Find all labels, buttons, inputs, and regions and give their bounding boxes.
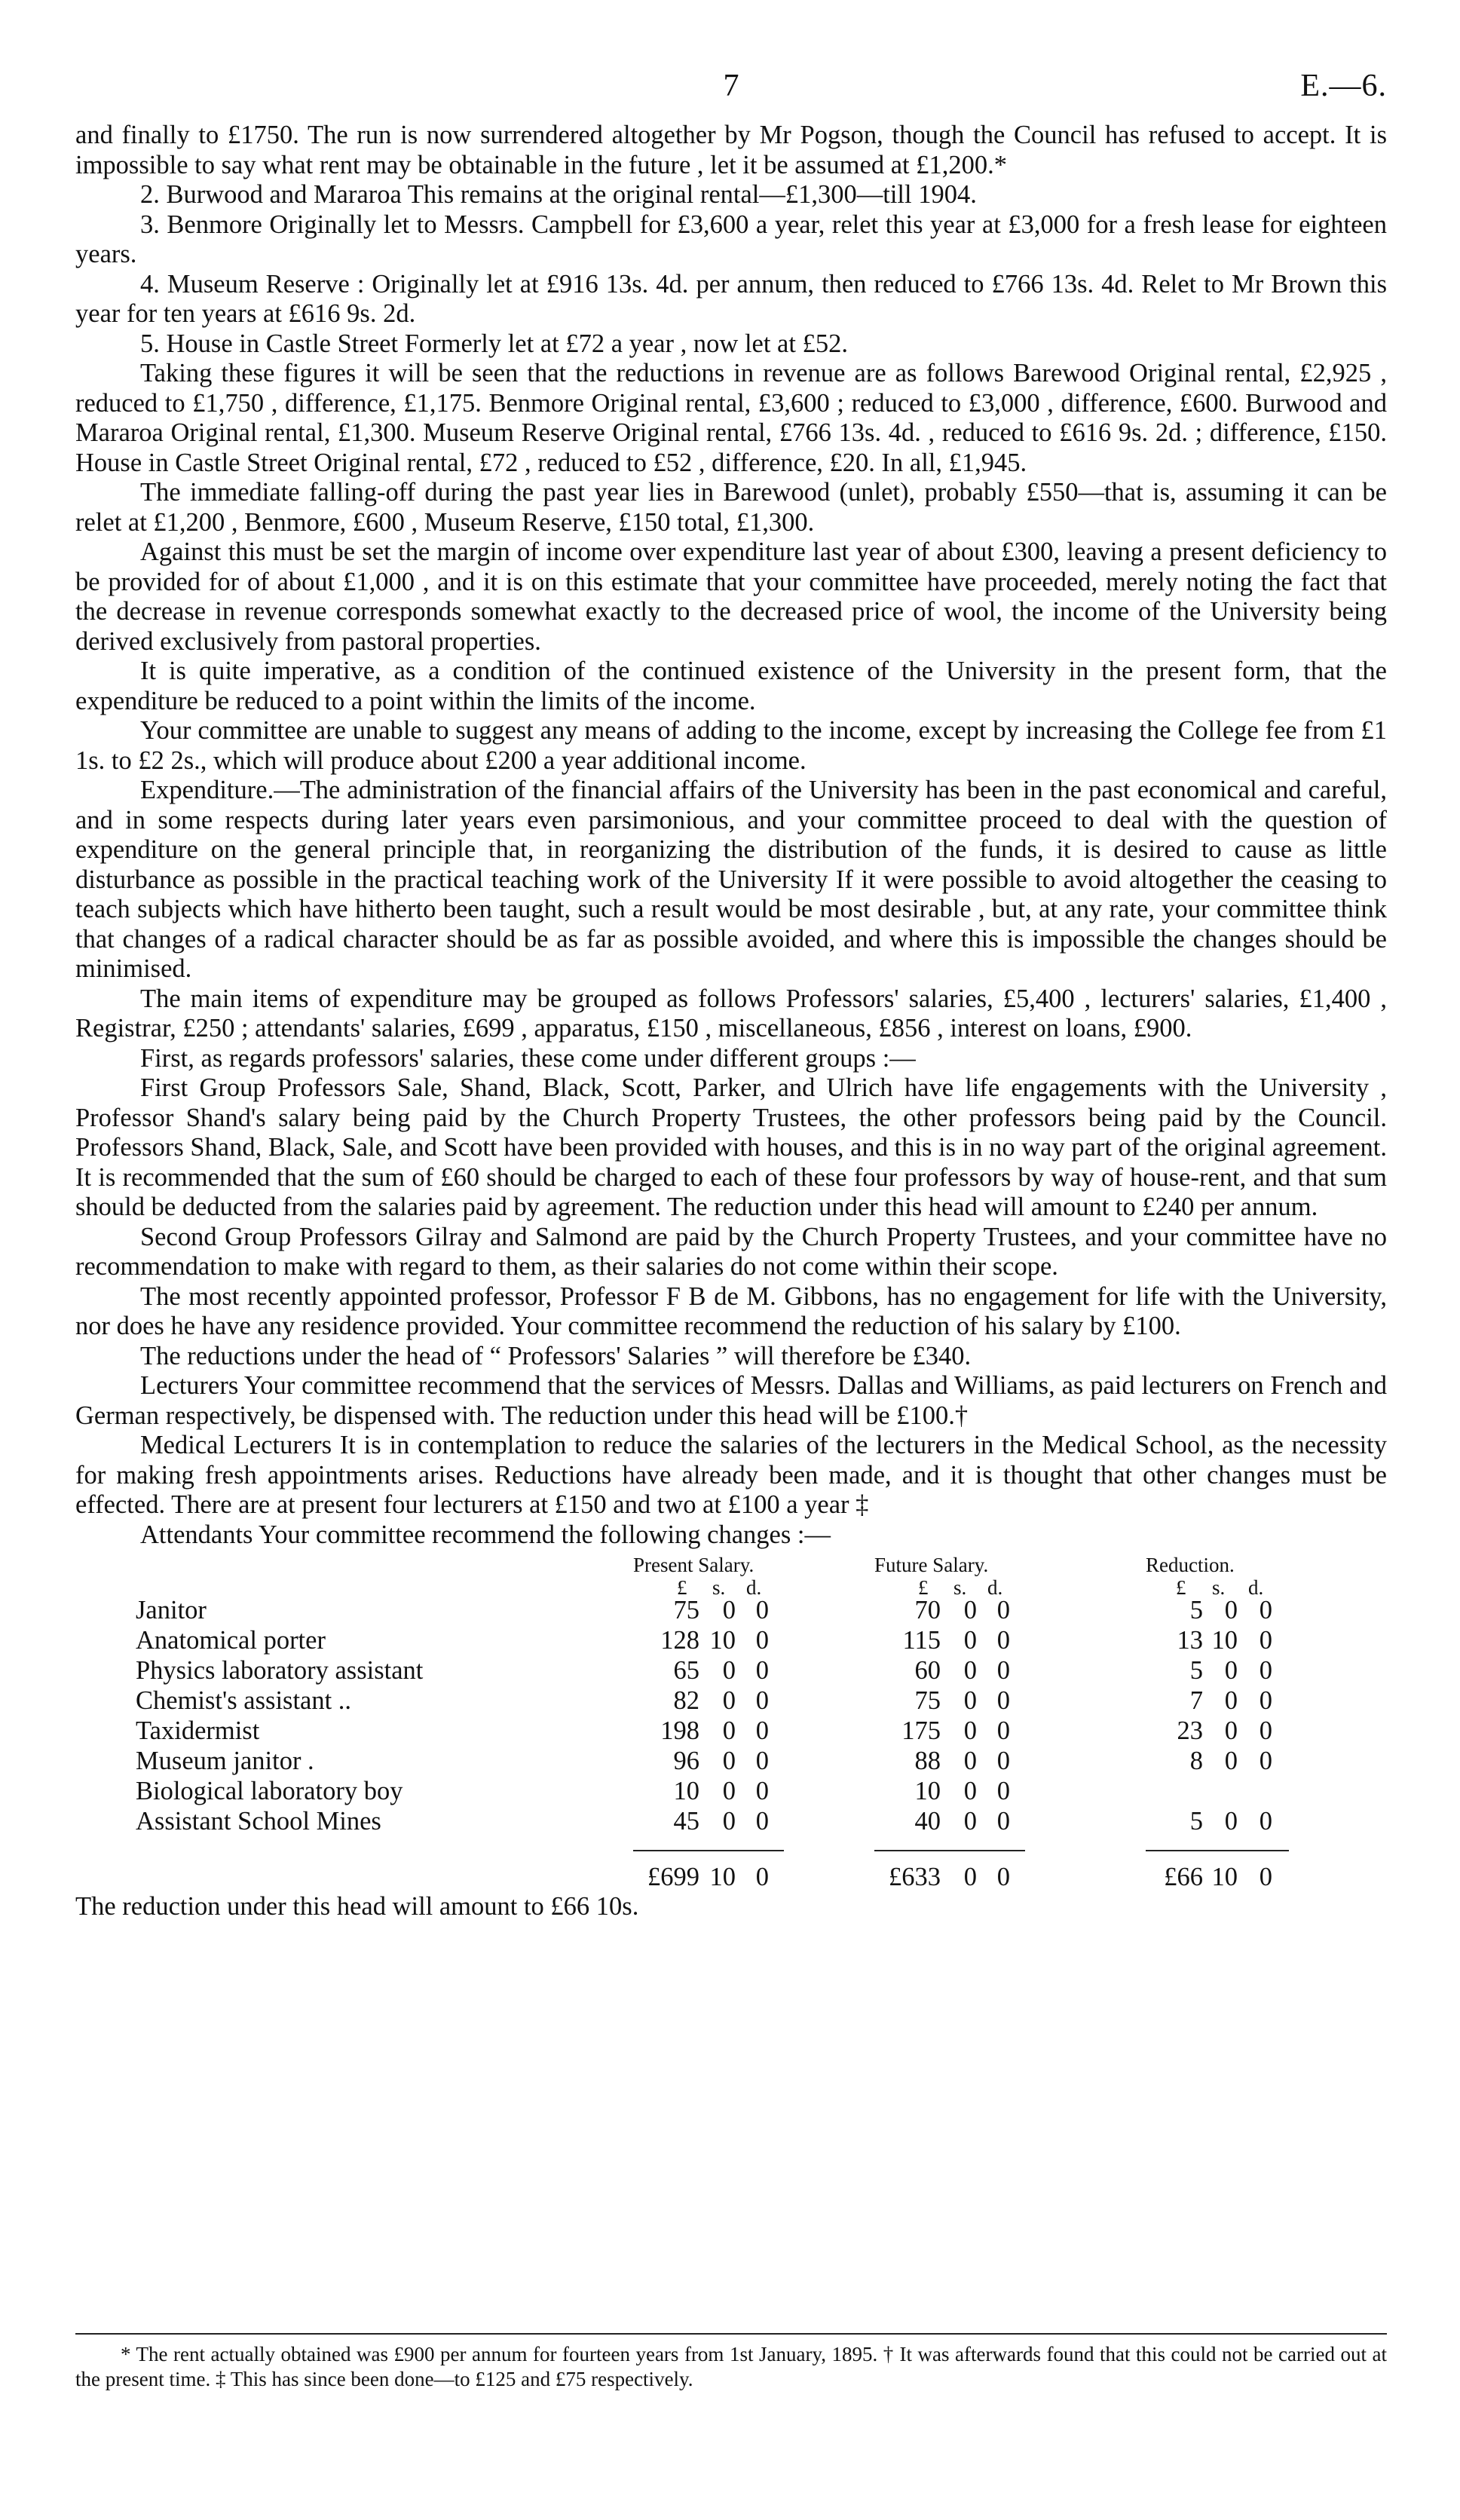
present-pounds: 128: [660, 1626, 699, 1655]
footnote-rule: [75, 2333, 1387, 2335]
present-pounds: 198: [660, 1716, 699, 1745]
attendant-name: Taxidermist: [136, 1716, 260, 1745]
total-rule: [633, 1850, 784, 1851]
total-reduction-pounds: £66: [1164, 1863, 1203, 1891]
present-shillings: 10: [709, 1626, 736, 1655]
table-unit-row: [75, 1572, 1387, 1599]
table-row: [75, 1595, 1387, 1625]
table-row: [75, 1806, 1387, 1836]
paragraph: Second Group Professors Gilray and Salmond are paid by the Church Property Trustees, and your committee have no recommendation to make with regard to them, as their salaries do not come within their scope.: [75, 1222, 1387, 1281]
total-future-shillings: 0: [963, 1863, 977, 1891]
future-shillings: 0: [963, 1596, 977, 1624]
reduction-shillings: 0: [1224, 1686, 1238, 1715]
present-shillings: 0: [722, 1747, 736, 1775]
future-pence: 0: [996, 1596, 1010, 1624]
attendant-name: Chemist's assistant ..: [136, 1686, 352, 1715]
total-future-pence: 0: [996, 1863, 1010, 1891]
page-header: [75, 68, 1387, 121]
total-present-shillings: 10: [709, 1863, 736, 1891]
table-row: [75, 1625, 1387, 1655]
reduction-shillings: 0: [1224, 1656, 1238, 1685]
present-pounds: 10: [673, 1777, 699, 1805]
present-shillings: 0: [722, 1656, 736, 1685]
table-row: [75, 1716, 1387, 1746]
future-shillings: 0: [963, 1686, 977, 1715]
present-pounds: 96: [673, 1747, 699, 1775]
attendant-name: Biological laboratory boy: [136, 1777, 403, 1805]
paragraph: First Group Professors Sale, Shand, Black, Scott, Parker, and Ulrich have life engagements with the University , Professor Shand's salary being paid by the Church Property Trustees, the other professors being paid by the Council. Professors Shand, Black, Sale, and Scott have been provided with houses, and this is in no way part of the original agreement. It is recommended that the sum of £60 should be charged to each of these four professors by way of house-rent, and that sum should be deducted from the salaries paid by agreement. The reduction under this head will amount to £240 per annum.: [75, 1073, 1387, 1221]
future-shillings: 0: [963, 1626, 977, 1655]
unit-shilling: s.: [1212, 1576, 1226, 1599]
paragraph: 3. Benmore Originally let to Messrs. Campbell for £3,600 a year, relet this year at £3,000 for a fresh lease for eighteen years.: [75, 210, 1387, 268]
present-shillings: 0: [722, 1807, 736, 1836]
unit-pence: d.: [746, 1576, 762, 1599]
present-pence: 0: [755, 1716, 769, 1745]
future-shillings: 0: [963, 1777, 977, 1805]
attendants-salary-table: [75, 1550, 1387, 1892]
total-present-pounds: £699: [647, 1863, 699, 1891]
paragraph: and finally to £1750. The run is now surrendered altogether by Mr Pogson, though the Council has refused to accept. It is impossible to say what rent may be obtainable in the future , let it be assumed at £1,200.*: [75, 121, 1387, 179]
table-total-row: [75, 1862, 1387, 1892]
total-rule: [1146, 1850, 1289, 1851]
future-pounds: 75: [914, 1686, 941, 1715]
reduction-pounds: 13: [1177, 1626, 1203, 1655]
paragraph: The main items of expenditure may be grouped as follows Professors' salaries, £5,400 , lecturers' salaries, £1,400 , Registrar, £250 ; attendants' salaries, £699 , apparatus, £150 , miscellaneous, £856 , interest on loans, £900.: [75, 984, 1387, 1043]
reduction-pounds: 5: [1189, 1807, 1203, 1836]
future-shillings: 0: [963, 1656, 977, 1685]
future-pounds: 60: [914, 1656, 941, 1685]
unit-pence: d.: [987, 1576, 1003, 1599]
paragraph: Against this must be set the margin of income over expenditure last year of about £300, leaving a present deficiency to be provided for of about £1,000 , and it is on this estimate that your committee have proceeded, merely noting the fact that the decrease in revenue corresponds somewhat exactly to the decreased price of wool, the income of the University being derived exclusively from pastoral properties.: [75, 537, 1387, 656]
present-pounds: 75: [673, 1596, 699, 1624]
reduction-pence: 0: [1259, 1716, 1272, 1745]
table-row: [75, 1776, 1387, 1806]
unit-shilling: s.: [712, 1576, 726, 1599]
paragraph: 4. Museum Reserve : Originally let at £916 13s. 4d. per annum, then reduced to £766 13s. 4d. Relet to Mr Brown this year for ten years at £616 9s. 2d.: [75, 269, 1387, 328]
future-pence: 0: [996, 1686, 1010, 1715]
future-pence: 0: [996, 1716, 1010, 1745]
future-pounds: 70: [914, 1596, 941, 1624]
paragraph: 5. House in Castle Street Formerly let at £72 a year , now let at £52.: [140, 329, 848, 358]
future-pounds: 40: [914, 1807, 941, 1836]
paragraph: Lecturers Your committee recommend that the services of Messrs. Dallas and Williams, as paid lecturers on French and German respectively, be dispensed with. The reduction under this head will be £100.†: [75, 1371, 1387, 1430]
present-pence: 0: [755, 1807, 769, 1836]
present-shillings: 0: [722, 1596, 736, 1624]
table-rule-row: [75, 1836, 1387, 1862]
attendant-name: Anatomical porter: [136, 1626, 326, 1655]
attendant-name: Museum janitor .: [136, 1747, 314, 1775]
document-page: [75, 68, 1387, 1922]
unit-pound: £: [677, 1576, 687, 1599]
footnote: * The rent actually obtained was £900 per annum for fourteen years from 1st January, 1895. † It was afterwards found that this could not be carried out at the present time. ‡ This has since been done—to £125 and £75 respectively.: [75, 2343, 1387, 2390]
unit-pence: d.: [1248, 1576, 1264, 1599]
future-pence: 0: [996, 1807, 1010, 1836]
paragraph: First, as regards professors' salaries, these come under different groups :—: [140, 1043, 916, 1073]
reduction-pounds: 5: [1189, 1656, 1203, 1685]
present-pounds: 82: [673, 1686, 699, 1715]
future-shillings: 0: [963, 1747, 977, 1775]
future-pence: 0: [996, 1747, 1010, 1775]
unit-pound: £: [1176, 1576, 1186, 1599]
footnotes: [75, 2333, 1387, 2392]
closing-text: [75, 1892, 1387, 1922]
reduction-pence: 0: [1259, 1686, 1272, 1715]
table-body: [75, 1595, 1387, 1836]
closing-line: The reduction under this head will amount to £66 10s.: [75, 1892, 639, 1921]
page-number: 7: [723, 69, 739, 103]
reduction-shillings: 0: [1224, 1596, 1238, 1624]
future-pence: 0: [996, 1656, 1010, 1685]
reduction-pounds: 5: [1189, 1596, 1203, 1624]
paragraph: Attendants Your committee recommend the following changes :—: [140, 1520, 831, 1549]
body-text: [75, 121, 1387, 1550]
present-pence: 0: [755, 1777, 769, 1805]
total-reduction-shillings: 10: [1211, 1863, 1238, 1891]
reduction-shillings: 0: [1224, 1747, 1238, 1775]
future-shillings: 0: [963, 1716, 977, 1745]
present-pounds: 45: [673, 1807, 699, 1836]
table-row: [75, 1655, 1387, 1686]
reduction-shillings: 0: [1224, 1807, 1238, 1836]
paragraph: It is quite imperative, as a condition of the continued existence of the University in the present form, that the expenditure be reduced to a point within the limits of the income.: [75, 657, 1387, 715]
unit-pound: £: [918, 1576, 929, 1599]
paragraph: Expenditure.—The administration of the financial affairs of the University has been in the past economical and careful, and in some respects during later years even parsimonious, and your committee proceed to deal with the question of expenditure on the general principle that, in reorganizing the distribution of the funds, it is desired to cause as little disturbance as possible in the practical teaching work of the University If it were possible to avoid altogether the ceasing to teach subjects which have hitherto been taught, such a result would be most desirable , but, at any rate, your committee think that changes of a radical character should be as far as possible avoided, and where this is impossible the changes should be minimised.: [75, 776, 1387, 983]
attendant-name: Physics laboratory assistant: [136, 1656, 424, 1685]
present-shillings: 0: [722, 1716, 736, 1745]
total-rule: [874, 1850, 1025, 1851]
paragraph: Your committee are unable to suggest any means of adding to the income, except by increasing the College fee from £1 1s. to £2 2s., which will produce about £200 a year additional income.: [75, 716, 1387, 775]
present-shillings: 0: [722, 1777, 736, 1805]
reduction-shillings: 10: [1211, 1626, 1238, 1655]
attendant-name: Janitor: [136, 1596, 207, 1624]
reduction-pence: 0: [1259, 1656, 1272, 1685]
future-pounds: 88: [914, 1747, 941, 1775]
table-row: [75, 1686, 1387, 1716]
attendant-name: Assistant School Mines: [136, 1807, 381, 1836]
future-pounds: 115: [902, 1626, 941, 1655]
future-pounds: 10: [914, 1777, 941, 1805]
present-pounds: 65: [673, 1656, 699, 1685]
total-reduction-pence: 0: [1259, 1863, 1272, 1891]
document-reference: E.—6.: [1300, 69, 1387, 103]
future-pounds: 175: [901, 1716, 941, 1745]
column-header-present: Present Salary.: [633, 1554, 754, 1576]
present-pence: 0: [755, 1747, 769, 1775]
column-header-reduction: Reduction.: [1146, 1554, 1235, 1576]
future-pence: 0: [996, 1626, 1010, 1655]
paragraph: Medical Lecturers It is in contemplation to reduce the salaries of the lecturers in the Medical School, as the necessity for making fresh appointments arises. Reductions have already been made, and it is thought that other changes must be effected. There are at present four lecturers at £150 and two at £100 a year ‡: [75, 1431, 1387, 1519]
paragraph: The most recently appointed professor, Professor F B de M. Gibbons, has no engagement for life with the University, nor does he have any residence provided. Your committee recommend the reduction of his salary by £100.: [75, 1281, 1387, 1340]
total-future-pounds: £633: [889, 1863, 941, 1891]
unit-shilling: s.: [953, 1576, 967, 1599]
reduction-pence: 0: [1259, 1626, 1272, 1655]
present-pence: 0: [755, 1656, 769, 1685]
reduction-pounds: 8: [1189, 1747, 1203, 1775]
column-header-future: Future Salary.: [874, 1554, 989, 1576]
reduction-shillings: 0: [1224, 1716, 1238, 1745]
future-shillings: 0: [963, 1807, 977, 1836]
paragraph: The immediate falling-off during the past year lies in Barewood (unlet), probably £550—that is, assuming it can be relet at £1,200 , Benmore, £600 , Museum Reserve, £150 total, £1,300.: [75, 478, 1387, 537]
future-pence: 0: [996, 1777, 1010, 1805]
present-pence: 0: [755, 1686, 769, 1715]
table-row: [75, 1746, 1387, 1776]
table-header-row: [75, 1550, 1387, 1576]
present-pence: 0: [755, 1596, 769, 1624]
total-present-pence: 0: [755, 1863, 769, 1891]
paragraph: Taking these figures it will be seen that the reductions in revenue are as follows Barewood Original rental, £2,925 , reduced to £1,750 , difference, £1,175. Benmore Original rental, £3,600 ; reduced to £3,000 , difference, £600. Burwood and Mararoa Original rental, £1,300. Museum Reserve Original rental, £766 13s. 4d. , reduced to £616 9s. 2d. ; difference, £150. House in Castle Street Original rental, £72 , reduced to £52 , difference, £20. In all, £1,945.: [75, 359, 1387, 477]
reduction-pence: 0: [1259, 1747, 1272, 1775]
reduction-pounds: 23: [1177, 1716, 1203, 1745]
reduction-pence: 0: [1259, 1596, 1272, 1624]
present-pence: 0: [755, 1626, 769, 1655]
present-shillings: 0: [722, 1686, 736, 1715]
paragraph: 2. Burwood and Mararoa This remains at the original rental—£1,300—till 1904.: [140, 180, 977, 209]
reduction-pence: 0: [1259, 1807, 1272, 1836]
paragraph: The reductions under the head of “ Professors' Salaries ” will therefore be £340.: [140, 1341, 972, 1370]
reduction-pounds: 7: [1189, 1686, 1203, 1715]
